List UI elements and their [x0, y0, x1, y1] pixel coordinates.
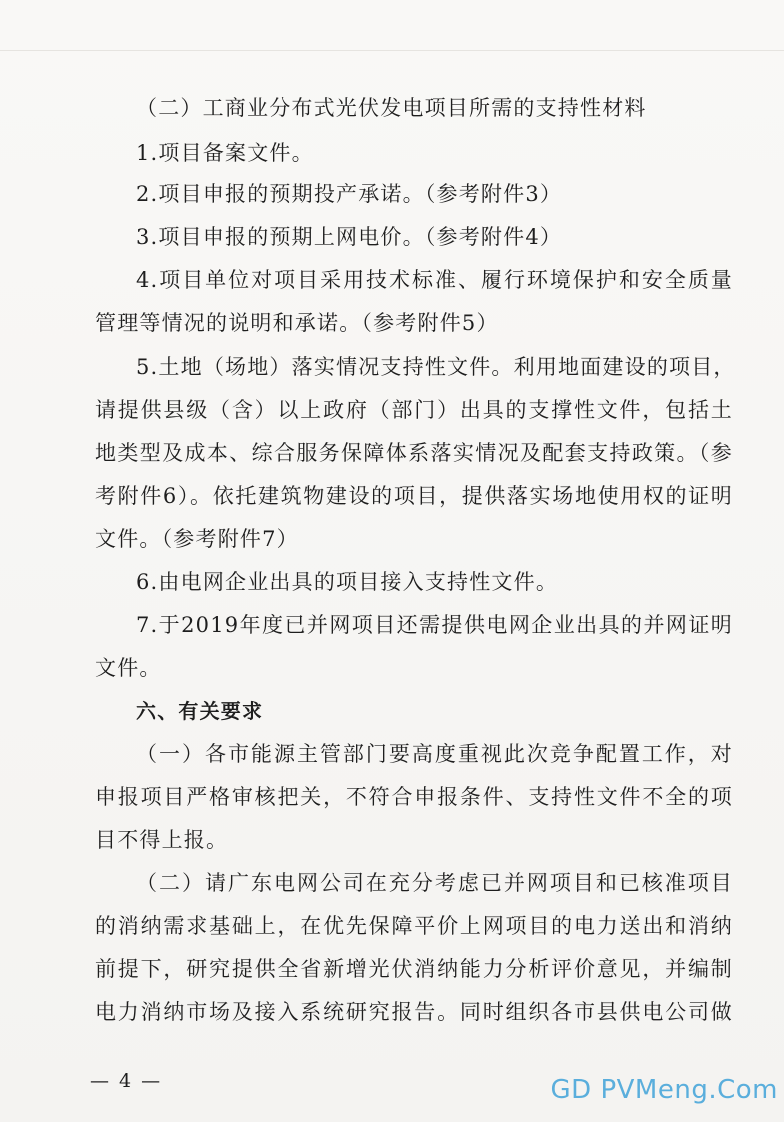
list-item-4-line-1: 4.项目单位对项目采用技术标准、履行环境保护和安全质量 — [136, 268, 733, 292]
requirement-1-line-3: 目不得上报。 — [95, 828, 229, 852]
site-watermark: GD PVMeng.Com — [550, 1075, 778, 1105]
requirement-2-line-4: 电力消纳市场及接入系统研究报告。同时组织各市县供电公司做 — [95, 1000, 733, 1024]
requirement-2-line-2: 的消纳需求基础上，在优先保障平价上网项目的电力送出和消纳 — [95, 914, 733, 938]
list-item-6: 6.由电网企业出具的项目接入支持性文件。 — [136, 570, 559, 594]
list-item-5-line-3: 地类型及成本、综合服务保障体系落实情况及配套支持政策。（参 — [95, 441, 733, 465]
requirement-2-line-3: 前提下，研究提供全省新增光伏消纳能力分析评价意见，并编制 — [95, 957, 733, 981]
list-item-7-line-1: 7.于2019年度已并网项目还需提供电网企业出具的并网证明 — [136, 613, 733, 637]
list-item-3: 3.项目申报的预期上网电价。（参考附件4） — [136, 225, 563, 249]
list-item-5-line-5: 文件。（参考附件7） — [95, 527, 299, 551]
list-item-5-line-4: 考附件6）。依托建筑物建设的项目，提供落实场地使用权的证明 — [95, 484, 733, 508]
page-number: — 4 — — [90, 1070, 163, 1092]
list-item-5-line-1: 5.土地（场地）落实情况支持性文件。利用地面建设的项目， — [136, 355, 736, 379]
requirement-1-line-1: （一）各市能源主管部门要高度重视此次竞争配置工作，对 — [136, 742, 733, 766]
list-item-7-line-2: 文件。 — [95, 656, 162, 680]
list-item-5-line-2: 请提供县级（含）以上政府（部门）出具的支撑性文件，包括土 — [95, 398, 733, 422]
section-subheading: （二）工商业分布式光伏发电项目所需的支持性材料 — [136, 96, 647, 120]
requirement-1-line-2: 申报项目严格审核把关，不符合申报条件、支持性文件不全的项 — [95, 785, 733, 809]
section-6-heading: 六、有关要求 — [136, 699, 264, 723]
page-top-edge — [0, 50, 784, 51]
list-item-4-line-2: 管理等情况的说明和承诺。（参考附件5） — [95, 311, 499, 335]
list-item-1: 1.项目备案文件。 — [136, 141, 314, 165]
requirement-2-line-1: （二）请广东电网公司在充分考虑已并网项目和已核准项目 — [136, 871, 733, 895]
list-item-2: 2.项目申报的预期投产承诺。（参考附件3） — [136, 182, 563, 206]
